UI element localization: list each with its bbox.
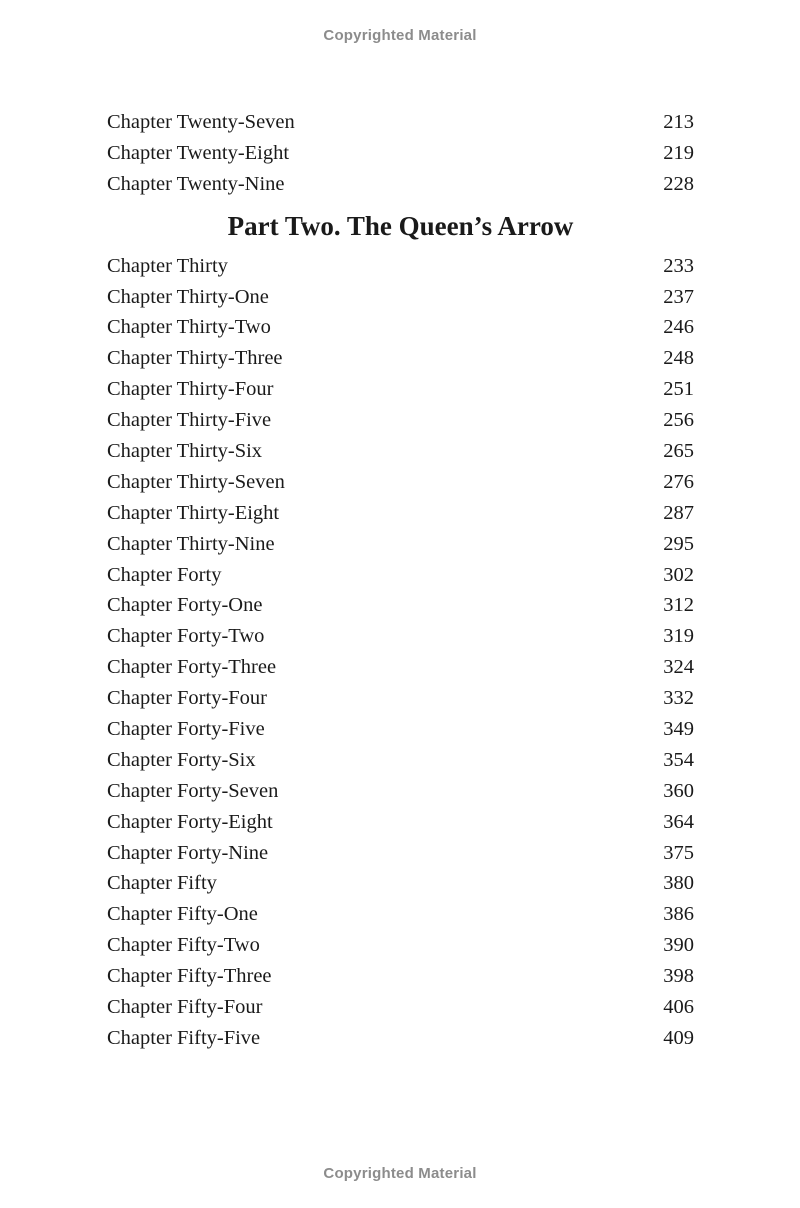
toc-entry[interactable]: [107, 498, 694, 529]
chapter-title: Chapter Forty-One: [107, 594, 263, 617]
page-number: 295: [663, 532, 694, 555]
page-number: 276: [663, 470, 694, 493]
toc-entry[interactable]: [107, 529, 694, 560]
chapter-title: Chapter Fifty-Two: [107, 934, 260, 957]
page-number: 360: [663, 779, 694, 802]
page-number: 287: [663, 501, 694, 524]
toc-entry[interactable]: [107, 868, 694, 899]
page-number: 228: [663, 172, 694, 195]
chapter-title: Chapter Forty-Seven: [107, 779, 279, 802]
toc-entry[interactable]: [107, 1023, 694, 1054]
toc-entry[interactable]: [107, 560, 694, 591]
chapter-title: Chapter Twenty-Seven: [107, 111, 295, 133]
page-number: 265: [663, 440, 694, 463]
toc-entry[interactable]: [107, 436, 694, 467]
chapter-title: Chapter Thirty-Nine: [107, 532, 275, 555]
toc-entry[interactable]: [107, 590, 694, 621]
page-number: 251: [663, 378, 694, 401]
toc-entry[interactable]: [107, 745, 694, 776]
chapter-title: Chapter Thirty-Three: [107, 347, 283, 370]
toc-entry[interactable]: [107, 961, 694, 992]
chapter-title: Chapter Forty-Three: [107, 656, 277, 679]
copyright-watermark-bottom: Copyrighted Material: [323, 1165, 477, 1182]
page-number: 375: [663, 841, 694, 864]
toc-entry[interactable]: [107, 899, 694, 930]
chapter-title: Chapter Fifty: [107, 872, 217, 895]
toc-section-part-two: [107, 251, 694, 1054]
chapter-title: Chapter Thirty-One: [107, 285, 269, 308]
chapter-title: Chapter Forty-Nine: [107, 841, 269, 864]
toc-section-part-one-end: [107, 107, 694, 200]
page-number: 398: [663, 965, 694, 988]
part-heading: Part Two. The Queen’s Arrow: [227, 210, 574, 241]
chapter-title: Chapter Thirty-Eight: [107, 501, 280, 524]
page-number: 364: [663, 810, 694, 833]
toc-entry[interactable]: [107, 992, 694, 1023]
chapter-title: Chapter Fifty-One: [107, 903, 258, 926]
toc-entry[interactable]: [107, 138, 694, 169]
toc-entry[interactable]: [107, 714, 694, 745]
toc-entry[interactable]: [107, 343, 694, 374]
toc-entry[interactable]: [107, 776, 694, 807]
copyright-watermark-top: Copyrighted Material: [323, 27, 477, 44]
toc-entry[interactable]: [107, 282, 694, 313]
chapter-title: Chapter Forty: [107, 563, 222, 586]
page-number: 256: [663, 409, 694, 432]
chapter-title: Chapter Forty-Two: [107, 625, 265, 648]
chapter-title: Chapter Fifty-Four: [107, 996, 263, 1019]
page-number: 237: [663, 285, 694, 308]
page-number: 248: [663, 347, 694, 370]
page-number: 213: [663, 111, 694, 133]
toc-entry[interactable]: [107, 374, 694, 405]
chapter-title: Chapter Forty-Four: [107, 687, 267, 710]
chapter-title: Chapter Thirty-Two: [107, 316, 271, 339]
toc-entry[interactable]: [107, 930, 694, 961]
chapter-title: Chapter Forty-Six: [107, 748, 256, 771]
chapter-title: Chapter Forty-Eight: [107, 810, 273, 833]
chapter-title: Chapter Thirty-Five: [107, 409, 272, 432]
chapter-title: Chapter Fifty-Three: [107, 965, 272, 988]
page-number: 312: [663, 594, 694, 617]
page-number: 409: [663, 1026, 694, 1049]
page-number: 219: [663, 141, 694, 164]
page-number: 406: [663, 996, 694, 1019]
toc-entry[interactable]: [107, 807, 694, 838]
toc-entry[interactable]: [107, 621, 694, 652]
toc-entry[interactable]: [107, 652, 694, 683]
page-number: 386: [663, 903, 694, 926]
page-number: 390: [663, 934, 694, 957]
toc-entry[interactable]: [107, 107, 694, 138]
page-number: 354: [663, 748, 694, 771]
page-number: 233: [663, 254, 694, 277]
page-number: 319: [663, 625, 694, 648]
table-of-contents: [107, 107, 694, 1054]
page-number: 302: [663, 563, 694, 586]
toc-entry[interactable]: [107, 405, 694, 436]
page-number: 324: [663, 656, 694, 679]
page-number: 349: [663, 718, 694, 741]
chapter-title: Chapter Thirty-Six: [107, 440, 263, 463]
toc-entry[interactable]: [107, 467, 694, 498]
toc-entry[interactable]: [107, 251, 694, 282]
chapter-title: Chapter Twenty-Nine: [107, 172, 285, 195]
chapter-title: Chapter Thirty: [107, 254, 228, 277]
toc-entry[interactable]: [107, 312, 694, 343]
toc-entry[interactable]: [107, 683, 694, 714]
toc-entry[interactable]: [107, 838, 694, 869]
chapter-title: Chapter Thirty-Four: [107, 378, 274, 401]
page-number: 380: [663, 872, 694, 895]
page-number: 246: [663, 316, 694, 339]
chapter-title: Chapter Twenty-Eight: [107, 141, 290, 164]
chapter-title: Chapter Thirty-Seven: [107, 470, 285, 493]
chapter-title: Chapter Fifty-Five: [107, 1026, 261, 1049]
toc-entry[interactable]: [107, 169, 694, 200]
page-number: 332: [663, 687, 694, 710]
chapter-title: Chapter Forty-Five: [107, 718, 265, 741]
